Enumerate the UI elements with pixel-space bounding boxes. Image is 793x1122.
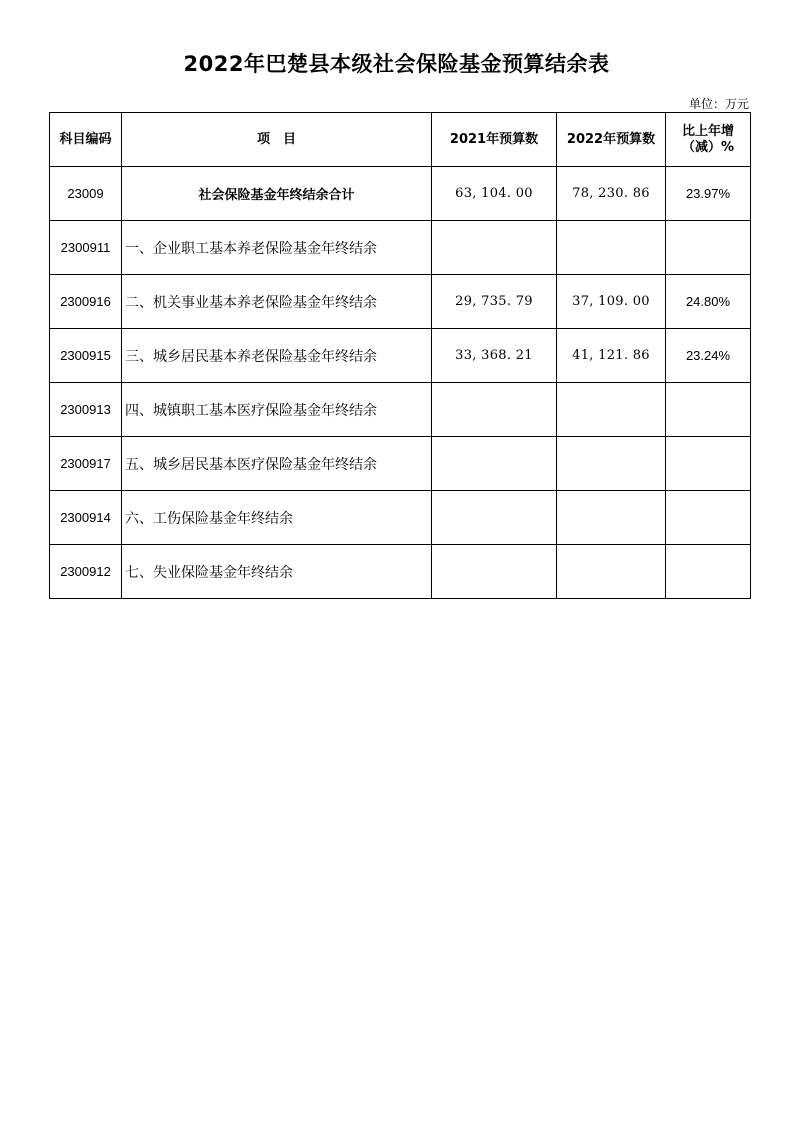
row-change xyxy=(666,491,751,545)
row-2021: 29, 735. 79 xyxy=(432,275,557,329)
row-code: 2300916 xyxy=(50,275,122,329)
row-change xyxy=(666,221,751,275)
table-row xyxy=(50,437,751,491)
table-row xyxy=(50,383,751,437)
row-code: 2300913 xyxy=(50,383,122,437)
row-2022 xyxy=(557,221,666,275)
row-code: 2300911 xyxy=(50,221,122,275)
budget-table xyxy=(49,112,751,599)
header-2022: 2022年预算数 xyxy=(557,113,666,167)
row-2022: 37, 109. 00 xyxy=(557,275,666,329)
header-2021: 2021年预算数 xyxy=(432,113,557,167)
row-2022 xyxy=(557,437,666,491)
row-item: 一、企业职工基本养老保险基金年终结余 xyxy=(122,221,432,275)
row-2021: 33, 368. 21 xyxy=(432,329,557,383)
table-row xyxy=(50,275,751,329)
row-2021 xyxy=(432,545,557,599)
header-item: 项 目 xyxy=(122,113,432,167)
row-item: 社会保险基金年终结余合计 xyxy=(122,167,432,221)
table-row xyxy=(50,545,751,599)
row-code: 23009 xyxy=(50,167,122,221)
table-row xyxy=(50,329,751,383)
row-change: 23.24% xyxy=(666,329,751,383)
row-2022: 78, 230. 86 xyxy=(557,167,666,221)
row-change xyxy=(666,383,751,437)
row-change: 24.80% xyxy=(666,275,751,329)
row-item: 三、城乡居民基本养老保险基金年终结余 xyxy=(122,329,432,383)
row-item: 七、失业保险基金年终结余 xyxy=(122,545,432,599)
row-item: 四、城镇职工基本医疗保险基金年终结余 xyxy=(122,383,432,437)
row-code: 2300912 xyxy=(50,545,122,599)
row-2022 xyxy=(557,491,666,545)
header-code: 科目编码 xyxy=(50,113,122,167)
row-2022 xyxy=(557,545,666,599)
row-code: 2300917 xyxy=(50,437,122,491)
header-change: 比上年增（减）% xyxy=(666,113,751,167)
row-code: 2300915 xyxy=(50,329,122,383)
row-2021: 63, 104. 00 xyxy=(432,167,557,221)
row-change xyxy=(666,545,751,599)
row-item: 五、城乡居民基本医疗保险基金年终结余 xyxy=(122,437,432,491)
row-code: 2300914 xyxy=(50,491,122,545)
table-row xyxy=(50,167,751,221)
row-change: 23.97% xyxy=(666,167,751,221)
row-2022: 41, 121. 86 xyxy=(557,329,666,383)
table-row xyxy=(50,221,751,275)
row-item: 六、工伤保险基金年终结余 xyxy=(122,491,432,545)
row-item: 二、机关事业基本养老保险基金年终结余 xyxy=(122,275,432,329)
row-2021 xyxy=(432,437,557,491)
row-2022 xyxy=(557,383,666,437)
table-header-row xyxy=(50,113,751,167)
row-2021 xyxy=(432,491,557,545)
row-2021 xyxy=(432,221,557,275)
page-title: 2022年巴楚县本级社会保险基金预算结余表 xyxy=(183,52,610,76)
table-row xyxy=(50,491,751,545)
unit-label: 单位：万元 xyxy=(688,97,749,111)
row-2021 xyxy=(432,383,557,437)
row-change xyxy=(666,437,751,491)
